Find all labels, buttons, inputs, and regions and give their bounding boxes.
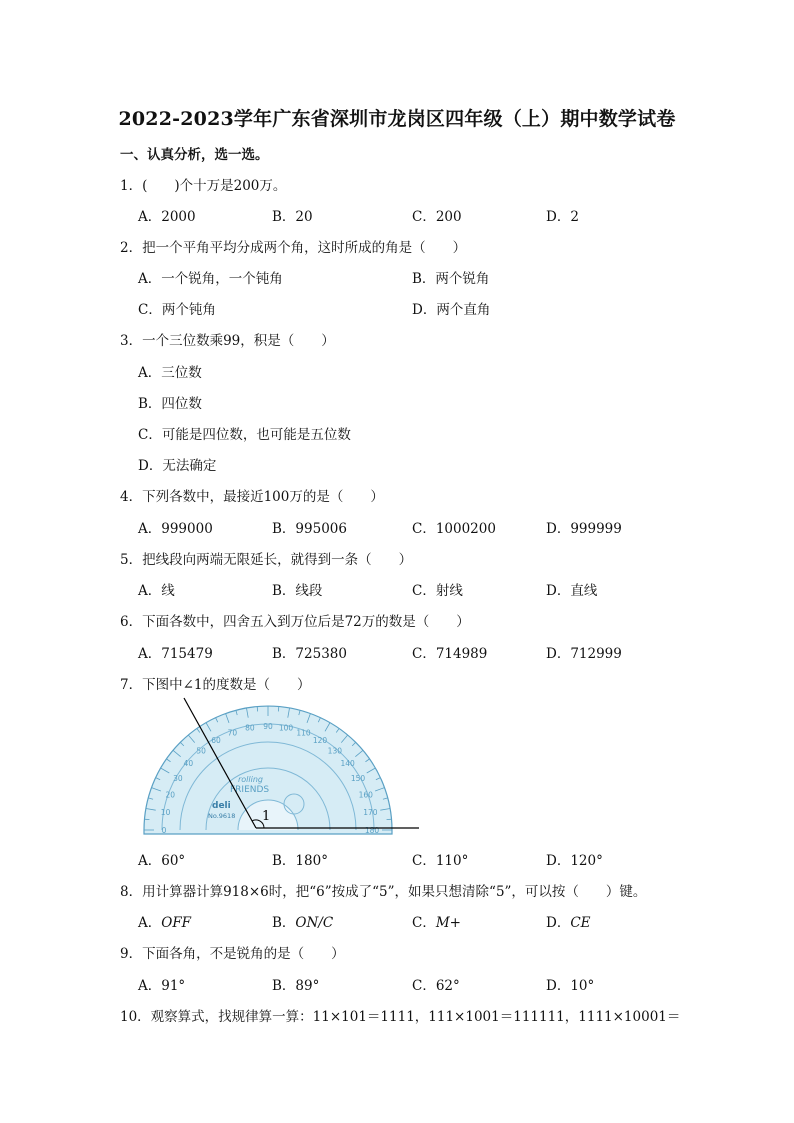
protractor-tick-label: 150 bbox=[350, 774, 366, 783]
q1-option-d: D．2 bbox=[546, 209, 579, 225]
q9-option-c: C．62° bbox=[412, 978, 460, 994]
protractor-tick-label: 110 bbox=[296, 728, 311, 738]
question-7-stem: 7．下图中∠1的度数是（ ） bbox=[120, 677, 311, 693]
protractor-tick-label: 130 bbox=[327, 746, 343, 756]
q3-option-d: D．无法确定 bbox=[138, 458, 217, 474]
q8-option-c bbox=[412, 913, 461, 933]
protractor-tick-label: 30 bbox=[173, 774, 183, 783]
protractor-brand-text: rolling bbox=[238, 775, 263, 784]
protractor-brand-text-2: FRIENDS bbox=[230, 785, 270, 795]
question-8-stem: 8．用计算器计算918×6时，把“6”按成了“5”，如果只想清除“5”，可以按（ ）键。 bbox=[120, 884, 647, 900]
question-2-stem: 2．把一个平角平均分成两个角，这时所成的角是（ ） bbox=[120, 240, 467, 256]
protractor-figure bbox=[134, 694, 434, 840]
q4-option-b: B．995006 bbox=[272, 521, 347, 537]
q3-option-a: A．三位数 bbox=[138, 365, 202, 381]
page-title: 2022-2023学年广东省深圳市龙岗区四年级（上）期中数学试卷 bbox=[118, 108, 676, 130]
q6-option-b: B．725380 bbox=[272, 646, 347, 662]
q8-option-b-key: ON/C bbox=[295, 915, 334, 931]
q2-option-b: B．两个锐角 bbox=[412, 271, 490, 287]
q3-option-b: B．四位数 bbox=[138, 396, 202, 412]
q9-option-b: B．89° bbox=[272, 978, 320, 994]
q4-option-c: C．1000200 bbox=[412, 521, 496, 537]
protractor-tick-label: 90 bbox=[263, 722, 273, 731]
q4-option-d: D．999999 bbox=[546, 521, 622, 537]
protractor-tick-label: 0 bbox=[161, 826, 167, 835]
q2-option-c: C．两个钝角 bbox=[138, 302, 216, 318]
question-9-stem: 9．下面各角，不是锐角的是（ ） bbox=[120, 946, 345, 962]
q8-option-d-key: CE bbox=[570, 915, 591, 931]
q1-option-c: C．200 bbox=[412, 209, 462, 225]
q7-option-a: A．60° bbox=[138, 853, 186, 869]
q8-option-a-key: OFF bbox=[161, 915, 192, 931]
q9-option-a: A．91° bbox=[138, 978, 186, 994]
q5-option-c: C．射线 bbox=[412, 583, 463, 599]
protractor-tick-label: 160 bbox=[358, 790, 373, 800]
q2-option-a: A．一个锐角，一个钝角 bbox=[138, 271, 283, 287]
angle-label: 1 bbox=[262, 809, 271, 824]
q5-option-b: B．线段 bbox=[272, 583, 323, 599]
q6-option-c: C．714989 bbox=[412, 646, 488, 662]
question-3-stem: 3．一个三位数乘99，积是（ ） bbox=[120, 333, 335, 349]
protractor-model-number: No.9618 bbox=[208, 812, 236, 820]
q7-option-c: C．110° bbox=[412, 853, 469, 869]
protractor-tick-label: 140 bbox=[340, 759, 355, 769]
q8-option-c-prefix: C． bbox=[412, 915, 436, 931]
q8-option-b bbox=[272, 913, 333, 933]
q3-option-c: C．可能是四位数，也可能是五位数 bbox=[138, 427, 351, 443]
protractor-tick-label: 50 bbox=[196, 746, 206, 756]
q7-option-b: B．180° bbox=[272, 853, 328, 869]
protractor-tick-label: 80 bbox=[245, 723, 255, 733]
protractor-maker-logo: deli bbox=[212, 801, 231, 811]
question-4-stem: 4．下列各数中，最接近100万的是（ ） bbox=[120, 489, 384, 505]
protractor-tick-label: 170 bbox=[363, 807, 378, 817]
q8-option-c-key: M+ bbox=[435, 915, 461, 931]
q5-option-a: A．线 bbox=[138, 583, 175, 599]
protractor-tick-label: 120 bbox=[312, 735, 328, 745]
section-heading: 一、认真分析，选一选。 bbox=[120, 147, 269, 163]
q6-option-a: A．715479 bbox=[138, 646, 213, 662]
protractor-tick-label: 20 bbox=[165, 790, 176, 800]
protractor-tick-label: 70 bbox=[227, 728, 238, 738]
q8-option-d-prefix: D． bbox=[546, 915, 571, 931]
protractor-tick-label: 40 bbox=[183, 759, 194, 769]
question-1-stem: 1．( )个十万是200万。 bbox=[120, 178, 287, 194]
protractor-tick-label: 180 bbox=[364, 826, 380, 835]
protractor-tick-label: 100 bbox=[278, 723, 294, 733]
q5-option-d: D．直线 bbox=[546, 583, 598, 599]
q1-option-a: A．2000 bbox=[138, 209, 196, 225]
q2-option-d: D．两个直角 bbox=[412, 302, 491, 318]
q8-option-a bbox=[138, 913, 191, 933]
protractor-svg bbox=[134, 694, 434, 840]
question-10-stem: 10．观察算式，找规律算一算：11×101＝1111，111×1001＝111111，1111×10001＝ bbox=[120, 1009, 681, 1025]
q8-option-b-prefix: B． bbox=[272, 915, 296, 931]
q8-option-a-prefix: A． bbox=[138, 915, 162, 931]
question-5-stem: 5．把线段向两端无限延长，就得到一条（ ） bbox=[120, 552, 413, 568]
q4-option-a: A．999000 bbox=[138, 521, 213, 537]
question-6-stem: 6．下面各数中，四舍五入到万位后是72万的数是（ ） bbox=[120, 614, 470, 630]
protractor-tick-label: 60 bbox=[211, 735, 221, 745]
q8-option-d bbox=[546, 913, 591, 933]
q9-option-d: D．10° bbox=[546, 978, 595, 994]
protractor-tick-label: 10 bbox=[160, 807, 171, 817]
q7-option-d: D．120° bbox=[546, 853, 603, 869]
q6-option-d: D．712999 bbox=[546, 646, 622, 662]
q1-option-b: B．20 bbox=[272, 209, 313, 225]
